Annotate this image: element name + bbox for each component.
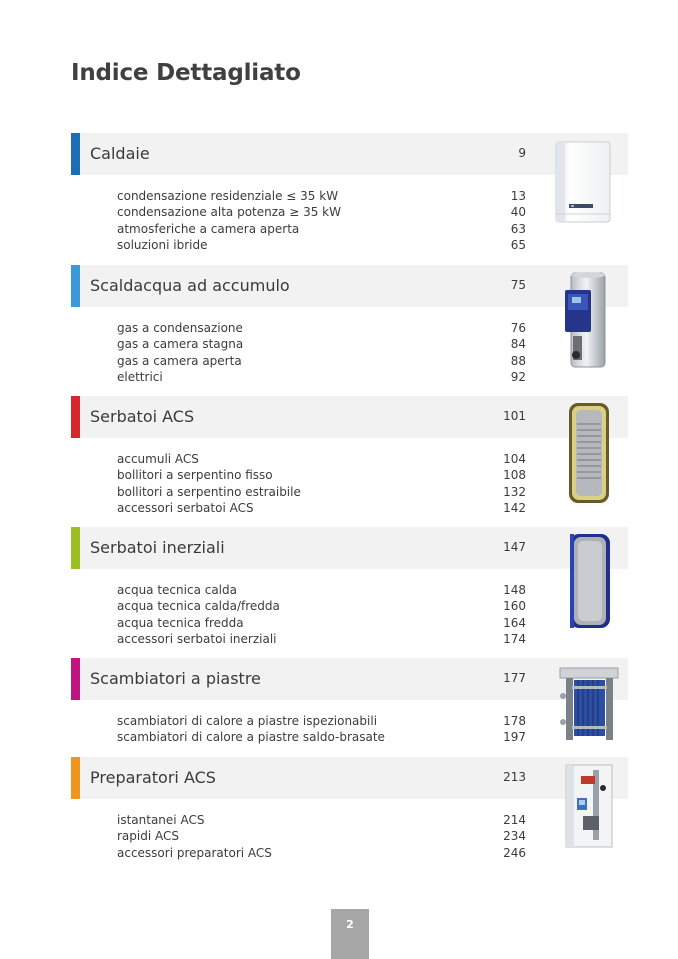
plate-exchanger-product-image xyxy=(558,664,620,746)
section-header[interactable] xyxy=(71,396,628,438)
section-title: Caldaie xyxy=(90,144,150,163)
section-title: Scambiatori a piastre xyxy=(90,669,261,688)
subsection-list xyxy=(71,451,528,517)
item-page: 92 xyxy=(510,370,526,385)
section-color-bar xyxy=(71,757,80,799)
item-label: accessori serbatoi ACS xyxy=(117,501,254,516)
item-page: 197 xyxy=(503,730,526,745)
list-item[interactable] xyxy=(71,237,528,253)
section-title: Serbatoi ACS xyxy=(90,407,195,426)
item-page: 84 xyxy=(510,337,526,352)
item-page: 65 xyxy=(510,238,526,253)
item-label: gas a camera stagna xyxy=(117,337,244,352)
item-page: 214 xyxy=(503,813,526,827)
section-header[interactable] xyxy=(71,527,628,569)
item-page: 88 xyxy=(510,353,526,368)
item-page: 63 xyxy=(510,221,526,236)
item-page: 178 xyxy=(503,714,526,728)
item-page: 132 xyxy=(503,484,526,499)
subsection-list xyxy=(71,188,528,254)
preparatore-acs-product-image xyxy=(563,762,615,850)
section-scaldacqua xyxy=(71,265,628,385)
section-color-bar xyxy=(71,265,80,307)
item-page: 108 xyxy=(503,468,526,483)
section-preparatori-acs xyxy=(71,757,628,860)
list-item[interactable] xyxy=(71,188,528,204)
list-item[interactable] xyxy=(71,451,528,467)
section-color-bar xyxy=(71,133,80,175)
item-page: 164 xyxy=(503,615,526,630)
section-page-number: 177 xyxy=(503,671,526,685)
item-label: condensazione residenziale ≤ 35 kW xyxy=(117,189,339,203)
item-label: gas a camera aperta xyxy=(117,353,242,368)
subsection-list xyxy=(71,320,528,386)
item-page: 234 xyxy=(503,829,526,844)
item-label: atmosferiche a camera aperta xyxy=(117,221,300,236)
section-header[interactable] xyxy=(71,658,628,700)
page-title: Indice Dettagliato xyxy=(71,60,301,86)
list-item[interactable] xyxy=(71,500,528,516)
list-item[interactable] xyxy=(71,812,528,828)
boiler-product-image xyxy=(553,138,613,228)
list-item[interactable] xyxy=(71,204,528,220)
section-color-bar xyxy=(71,396,80,438)
item-label: condensazione alta potenza ≥ 35 kW xyxy=(117,205,341,220)
list-item[interactable] xyxy=(71,713,528,729)
item-label: scambiatori di calore a piastre ispezionabili xyxy=(117,714,378,728)
list-item[interactable] xyxy=(71,598,528,614)
list-item[interactable] xyxy=(71,582,528,598)
item-label: istantanei ACS xyxy=(117,813,205,827)
list-item[interactable] xyxy=(71,369,528,385)
list-item[interactable] xyxy=(71,845,528,861)
section-page-number: 75 xyxy=(510,278,526,292)
item-label: soluzioni ibride xyxy=(117,238,208,253)
item-label: bollitori a serpentino fisso xyxy=(117,468,273,483)
list-item[interactable] xyxy=(71,729,528,745)
subsection-list xyxy=(71,713,528,746)
section-page-number: 147 xyxy=(503,540,526,554)
list-item[interactable] xyxy=(71,353,528,369)
section-header[interactable] xyxy=(71,757,628,799)
section-serbatoi-acs xyxy=(71,396,628,516)
section-color-bar xyxy=(71,658,80,700)
list-item[interactable] xyxy=(71,484,528,500)
item-label: elettrici xyxy=(117,370,163,385)
item-label: accessori preparatori ACS xyxy=(117,845,272,860)
subsection-list xyxy=(71,582,528,648)
item-page: 174 xyxy=(503,632,526,647)
section-title: Scaldacqua ad accumulo xyxy=(90,276,290,295)
list-item[interactable] xyxy=(71,221,528,237)
item-page: 76 xyxy=(510,321,526,335)
section-header[interactable] xyxy=(71,133,628,175)
section-title: Preparatori ACS xyxy=(90,768,216,787)
item-page: 246 xyxy=(503,845,526,860)
inertial-tank-product-image xyxy=(567,531,613,631)
list-item[interactable] xyxy=(71,467,528,483)
item-label: bollitori a serpentino estraibile xyxy=(117,484,301,499)
subsection-list xyxy=(71,812,528,861)
section-scambiatori xyxy=(71,658,628,745)
section-title: Serbatoi inerziali xyxy=(90,538,225,557)
item-label: acqua tecnica fredda xyxy=(117,615,244,630)
page-number-badge: 2 xyxy=(331,909,369,959)
item-label: scambiatori di calore a piastre saldo-brasate xyxy=(117,730,385,745)
list-item[interactable] xyxy=(71,615,528,631)
water-heater-product-image xyxy=(562,270,610,372)
item-page: 148 xyxy=(503,583,526,597)
section-header[interactable] xyxy=(71,265,628,307)
item-label: gas a condensazione xyxy=(117,321,243,335)
item-label: accumuli ACS xyxy=(117,452,199,466)
list-item[interactable] xyxy=(71,631,528,647)
list-item[interactable] xyxy=(71,336,528,352)
section-serbatoi-inerziali xyxy=(71,527,628,647)
section-page-number: 213 xyxy=(503,770,526,784)
item-page: 142 xyxy=(503,501,526,516)
item-label: acqua tecnica calda xyxy=(117,583,237,597)
list-item[interactable] xyxy=(71,828,528,844)
item-label: accessori serbatoi inerziali xyxy=(117,632,277,647)
item-page: 104 xyxy=(503,452,526,466)
section-caldaie xyxy=(71,133,628,253)
section-page-number: 101 xyxy=(503,409,526,423)
item-page: 40 xyxy=(510,205,526,220)
acs-tank-product-image xyxy=(566,400,612,506)
item-label: rapidi ACS xyxy=(117,829,179,844)
list-item[interactable] xyxy=(71,320,528,336)
section-color-bar xyxy=(71,527,80,569)
item-label: acqua tecnica calda/fredda xyxy=(117,599,280,614)
item-page: 160 xyxy=(503,599,526,614)
item-page: 13 xyxy=(510,189,526,203)
section-page-number: 9 xyxy=(518,146,526,160)
